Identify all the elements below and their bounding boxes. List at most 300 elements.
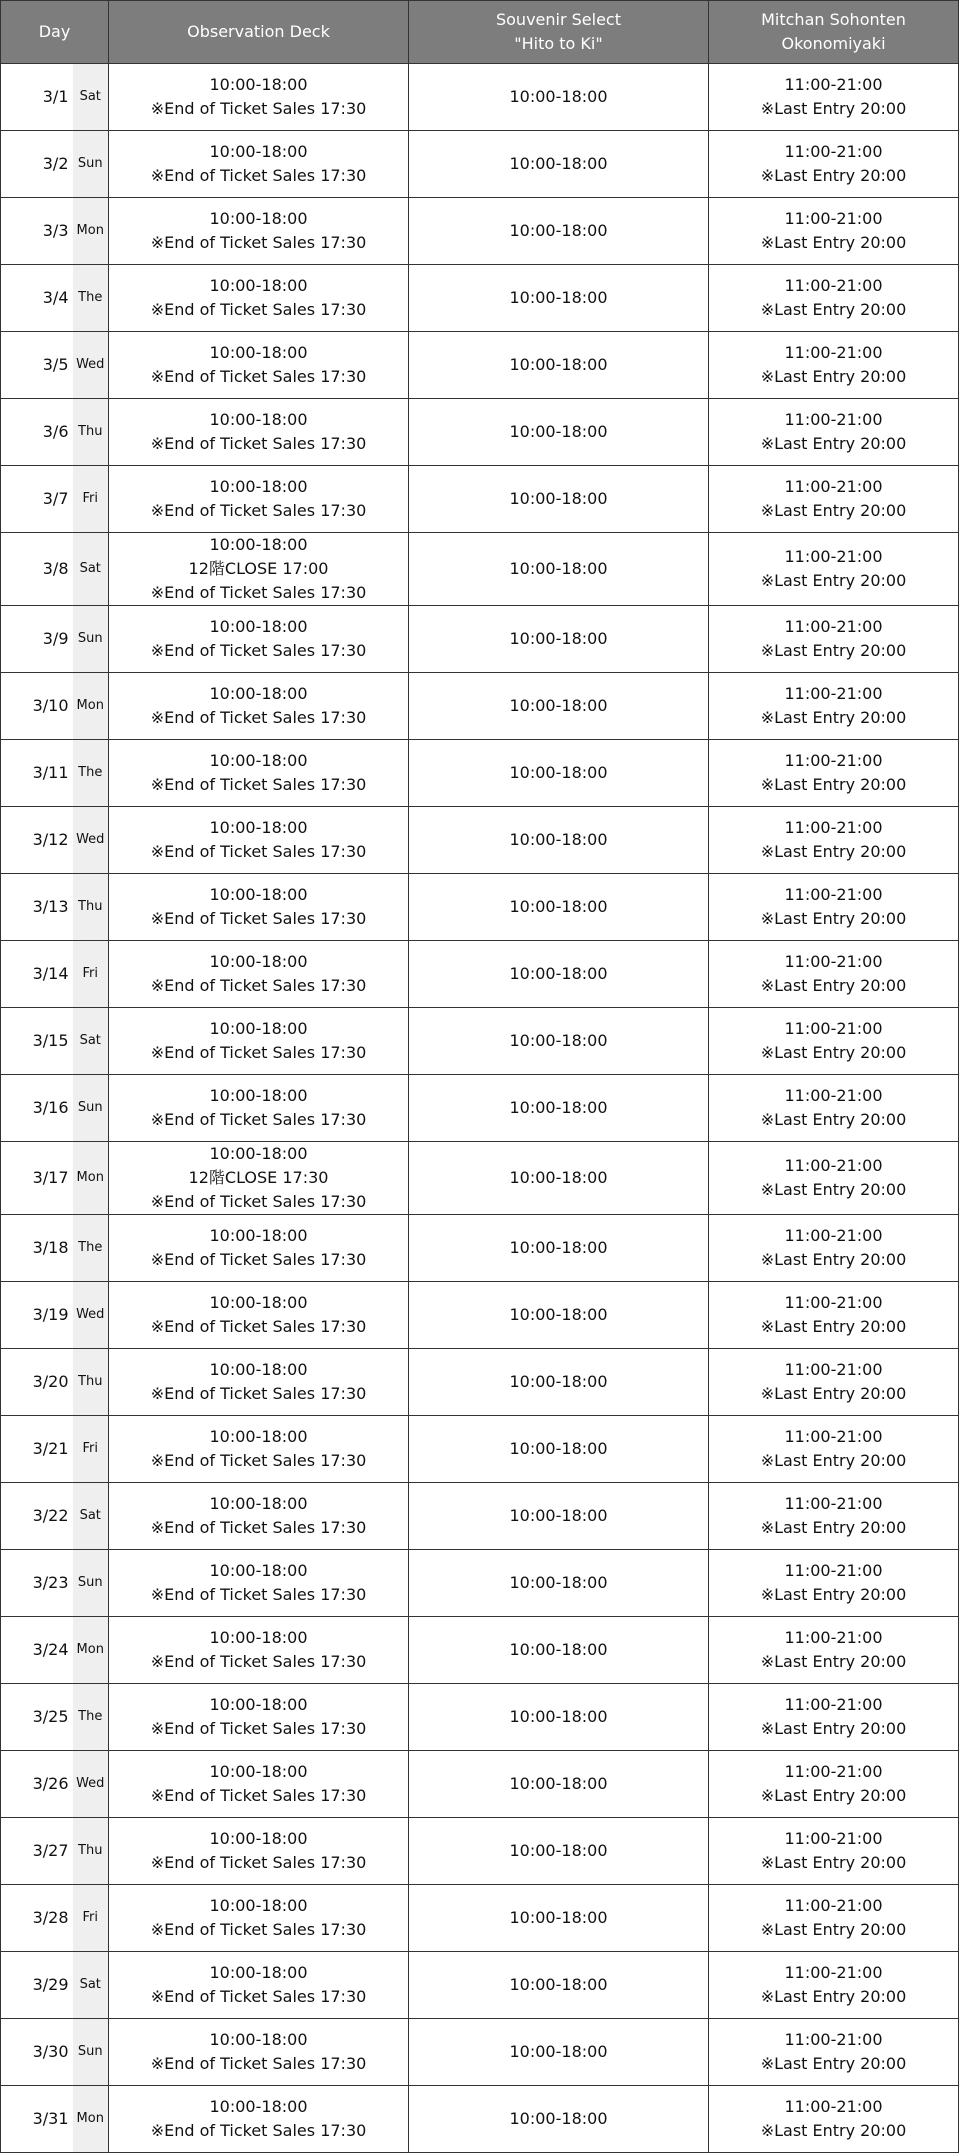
souvenir-hours: 10:00-18:00 <box>409 1550 709 1617</box>
date-cell: 3/9 <box>1 606 73 673</box>
restaurant-hours-line: 11:00-21:00 <box>784 617 883 636</box>
restaurant-hours-line: 11:00-21:00 <box>784 1963 883 1982</box>
restaurant-hours-line: 11:00-21:00 <box>784 1695 883 1714</box>
weekday-cell: Sun <box>73 606 109 673</box>
table-row <box>1 874 959 941</box>
observation-deck-hours-line: 10:00-18:00 <box>209 1829 308 1848</box>
restaurant-hours-line: 11:00-21:00 <box>784 1086 883 1105</box>
observation-deck-hours-line: ※End of Ticket Sales 17:30 <box>150 583 367 602</box>
restaurant-hours-line: 11:00-21:00 <box>784 1494 883 1513</box>
restaurant-hours-line: 11:00-21:00 <box>784 343 883 362</box>
observation-deck-hours-line: 10:00-18:00 <box>209 2097 308 2116</box>
observation-deck-hours-line: ※End of Ticket Sales 17:30 <box>150 909 367 928</box>
restaurant-hours-line: ※Last Entry 20:00 <box>760 501 907 520</box>
restaurant-hours <box>709 131 959 198</box>
restaurant-hours <box>709 1684 959 1751</box>
observation-deck-hours-line: ※End of Ticket Sales 17:30 <box>150 1652 367 1671</box>
restaurant-hours-line: ※Last Entry 20:00 <box>760 1786 907 1805</box>
date-cell: 3/24 <box>1 1617 73 1684</box>
observation-deck-hours-line: 10:00-18:00 <box>209 209 308 228</box>
observation-deck-hours <box>109 1008 409 1075</box>
restaurant-hours-line: 11:00-21:00 <box>784 818 883 837</box>
observation-deck-hours <box>109 1818 409 1885</box>
restaurant-hours <box>709 466 959 533</box>
weekday-cell: Thu <box>73 1349 109 1416</box>
table-row <box>1 2019 959 2086</box>
souvenir-hours: 10:00-18:00 <box>409 533 709 606</box>
restaurant-hours <box>709 941 959 1008</box>
observation-deck-hours-line: 10:00-18:00 <box>209 1896 308 1915</box>
date-cell: 3/3 <box>1 198 73 265</box>
restaurant-hours-line: ※Last Entry 20:00 <box>760 1451 907 1470</box>
observation-deck-hours <box>109 1416 409 1483</box>
restaurant-hours-line: 11:00-21:00 <box>784 276 883 295</box>
restaurant-hours-line: 11:00-21:00 <box>784 1226 883 1245</box>
restaurant-hours-line: ※Last Entry 20:00 <box>760 1518 907 1537</box>
observation-deck-hours-line: ※End of Ticket Sales 17:30 <box>150 1518 367 1537</box>
table-row <box>1 1952 959 2019</box>
observation-deck-hours-line: 12階CLOSE 17:30 <box>188 1168 329 1187</box>
restaurant-hours-line: 11:00-21:00 <box>784 1156 883 1175</box>
table-row <box>1 332 959 399</box>
restaurant-hours <box>709 533 959 606</box>
table-row <box>1 265 959 332</box>
observation-deck-hours-line: ※End of Ticket Sales 17:30 <box>150 99 367 118</box>
souvenir-hours: 10:00-18:00 <box>409 198 709 265</box>
observation-deck-hours <box>109 1751 409 1818</box>
restaurant-hours-line: ※Last Entry 20:00 <box>760 1043 907 1062</box>
table-row <box>1 1751 959 1818</box>
weekday-cell: Wed <box>73 807 109 874</box>
restaurant-hours <box>709 1885 959 1952</box>
weekday-cell: The <box>73 265 109 332</box>
table-row <box>1 673 959 740</box>
table-row <box>1 1818 959 1885</box>
observation-deck-hours-line: ※End of Ticket Sales 17:30 <box>150 166 367 185</box>
header-observation-deck-label: Observation Deck <box>187 22 330 41</box>
restaurant-hours <box>709 673 959 740</box>
weekday-cell: Fri <box>73 1416 109 1483</box>
restaurant-hours-line: 11:00-21:00 <box>784 1360 883 1379</box>
observation-deck-hours-line: ※End of Ticket Sales 17:30 <box>150 1920 367 1939</box>
observation-deck-hours-line: ※End of Ticket Sales 17:30 <box>150 641 367 660</box>
restaurant-hours-line: 11:00-21:00 <box>784 1293 883 1312</box>
observation-deck-hours <box>109 265 409 332</box>
restaurant-hours <box>709 1282 959 1349</box>
restaurant-hours-line: ※Last Entry 20:00 <box>760 842 907 861</box>
weekday-cell: Wed <box>73 1751 109 1818</box>
observation-deck-hours-line: 10:00-18:00 <box>209 1561 308 1580</box>
restaurant-hours-line: 11:00-21:00 <box>784 885 883 904</box>
restaurant-hours-line: ※Last Entry 20:00 <box>760 1920 907 1939</box>
restaurant-hours-line: 11:00-21:00 <box>784 477 883 496</box>
restaurant-hours-line: 11:00-21:00 <box>784 684 883 703</box>
observation-deck-hours <box>109 807 409 874</box>
table-row <box>1 1075 959 1142</box>
restaurant-hours <box>709 606 959 673</box>
weekday-cell: Thu <box>73 399 109 466</box>
restaurant-hours-line: ※Last Entry 20:00 <box>760 1317 907 1336</box>
restaurant-hours-line: 11:00-21:00 <box>784 2097 883 2116</box>
souvenir-hours: 10:00-18:00 <box>409 1617 709 1684</box>
restaurant-hours-line: 11:00-21:00 <box>784 1829 883 1848</box>
restaurant-hours-line: 11:00-21:00 <box>784 751 883 770</box>
header-restaurant <box>709 1 959 64</box>
observation-deck-hours <box>109 606 409 673</box>
restaurant-hours <box>709 1349 959 1416</box>
restaurant-hours-line: ※Last Entry 20:00 <box>760 708 907 727</box>
souvenir-hours: 10:00-18:00 <box>409 606 709 673</box>
date-cell: 3/19 <box>1 1282 73 1349</box>
observation-deck-hours-line: ※End of Ticket Sales 17:30 <box>150 2121 367 2140</box>
observation-deck-hours <box>109 64 409 131</box>
restaurant-hours-line: ※Last Entry 20:00 <box>760 1719 907 1738</box>
restaurant-hours <box>709 1142 959 1215</box>
observation-deck-hours <box>109 1075 409 1142</box>
observation-deck-hours-line: 10:00-18:00 <box>209 1226 308 1245</box>
date-cell: 3/25 <box>1 1684 73 1751</box>
restaurant-hours <box>709 1617 959 1684</box>
observation-deck-hours-line: ※End of Ticket Sales 17:30 <box>150 300 367 319</box>
restaurant-hours <box>709 874 959 941</box>
observation-deck-hours-line: 10:00-18:00 <box>209 142 308 161</box>
weekday-cell: Sat <box>73 64 109 131</box>
observation-deck-hours-line: 10:00-18:00 <box>209 477 308 496</box>
restaurant-hours-line: ※Last Entry 20:00 <box>760 1987 907 2006</box>
restaurant-hours-line: ※Last Entry 20:00 <box>760 434 907 453</box>
restaurant-hours-line: ※Last Entry 20:00 <box>760 233 907 252</box>
souvenir-hours: 10:00-18:00 <box>409 941 709 1008</box>
table-row <box>1 1142 959 1215</box>
table-row <box>1 1282 959 1349</box>
souvenir-hours: 10:00-18:00 <box>409 1751 709 1818</box>
restaurant-hours-line: 11:00-21:00 <box>784 1427 883 1446</box>
observation-deck-hours <box>109 1885 409 1952</box>
date-cell: 3/23 <box>1 1550 73 1617</box>
date-cell: 3/8 <box>1 533 73 606</box>
header-restaurant-line2: Okonomiyaki <box>781 34 886 53</box>
weekday-cell: Mon <box>73 2086 109 2153</box>
souvenir-hours: 10:00-18:00 <box>409 1416 709 1483</box>
souvenir-hours: 10:00-18:00 <box>409 64 709 131</box>
weekday-cell: Thu <box>73 874 109 941</box>
header-souvenir <box>409 1 709 64</box>
header-observation-deck <box>109 1 409 64</box>
weekday-cell: Mon <box>73 1142 109 1215</box>
souvenir-hours: 10:00-18:00 <box>409 2086 709 2153</box>
observation-deck-hours-line: ※End of Ticket Sales 17:30 <box>150 708 367 727</box>
restaurant-hours-line: ※Last Entry 20:00 <box>760 641 907 660</box>
observation-deck-hours <box>109 533 409 606</box>
observation-deck-hours-line: 10:00-18:00 <box>209 818 308 837</box>
restaurant-hours <box>709 1215 959 1282</box>
header-restaurant-line1: Mitchan Sohonten <box>761 10 906 29</box>
observation-deck-hours-line: 10:00-18:00 <box>209 75 308 94</box>
weekday-cell: Sat <box>73 1008 109 1075</box>
restaurant-hours <box>709 1075 959 1142</box>
observation-deck-hours <box>109 198 409 265</box>
restaurant-hours <box>709 332 959 399</box>
restaurant-hours-line: ※Last Entry 20:00 <box>760 1180 907 1199</box>
observation-deck-hours <box>109 1215 409 1282</box>
table-row <box>1 1483 959 1550</box>
restaurant-hours-line: ※Last Entry 20:00 <box>760 775 907 794</box>
souvenir-hours: 10:00-18:00 <box>409 1008 709 1075</box>
date-cell: 3/26 <box>1 1751 73 1818</box>
weekday-cell: The <box>73 1215 109 1282</box>
observation-deck-hours-line: 10:00-18:00 <box>209 535 308 554</box>
observation-deck-hours-line: 10:00-18:00 <box>209 1019 308 1038</box>
restaurant-hours <box>709 1416 959 1483</box>
observation-deck-hours-line: ※End of Ticket Sales 17:30 <box>150 1786 367 1805</box>
date-cell: 3/5 <box>1 332 73 399</box>
weekday-cell: Sat <box>73 1952 109 2019</box>
restaurant-hours-line: ※Last Entry 20:00 <box>760 1652 907 1671</box>
restaurant-hours-line: 11:00-21:00 <box>784 952 883 971</box>
restaurant-hours <box>709 1818 959 1885</box>
observation-deck-hours <box>109 874 409 941</box>
header-row <box>1 1 959 64</box>
observation-deck-hours-line: ※End of Ticket Sales 17:30 <box>150 367 367 386</box>
weekday-cell: Mon <box>73 673 109 740</box>
header-day <box>1 1 109 64</box>
restaurant-hours-line: 11:00-21:00 <box>784 410 883 429</box>
observation-deck-hours-line: ※End of Ticket Sales 17:30 <box>150 1110 367 1129</box>
table-row <box>1 941 959 1008</box>
date-cell: 3/15 <box>1 1008 73 1075</box>
observation-deck-hours <box>109 1952 409 2019</box>
weekday-cell: Sat <box>73 1483 109 1550</box>
observation-deck-hours-line: 10:00-18:00 <box>209 1628 308 1647</box>
date-cell: 3/16 <box>1 1075 73 1142</box>
observation-deck-hours-line: 10:00-18:00 <box>209 1963 308 1982</box>
observation-deck-hours <box>109 673 409 740</box>
table-row <box>1 533 959 606</box>
restaurant-hours-line: 11:00-21:00 <box>784 209 883 228</box>
observation-deck-hours-line: 10:00-18:00 <box>209 1494 308 1513</box>
weekday-cell: Sun <box>73 1075 109 1142</box>
souvenir-hours: 10:00-18:00 <box>409 1885 709 1952</box>
restaurant-hours <box>709 2086 959 2153</box>
date-cell: 3/20 <box>1 1349 73 1416</box>
observation-deck-hours-line: 10:00-18:00 <box>209 1360 308 1379</box>
restaurant-hours <box>709 1952 959 2019</box>
observation-deck-hours <box>109 466 409 533</box>
observation-deck-hours-line: ※End of Ticket Sales 17:30 <box>150 1585 367 1604</box>
observation-deck-hours-line: 10:00-18:00 <box>209 343 308 362</box>
restaurant-hours <box>709 807 959 874</box>
observation-deck-hours-line: 10:00-18:00 <box>209 751 308 770</box>
observation-deck-hours-line: 10:00-18:00 <box>209 684 308 703</box>
table-row <box>1 807 959 874</box>
date-cell: 3/17 <box>1 1142 73 1215</box>
observation-deck-hours <box>109 1617 409 1684</box>
restaurant-hours-line: ※Last Entry 20:00 <box>760 367 907 386</box>
souvenir-hours: 10:00-18:00 <box>409 740 709 807</box>
souvenir-hours: 10:00-18:00 <box>409 2019 709 2086</box>
restaurant-hours-line: 11:00-21:00 <box>784 142 883 161</box>
restaurant-hours-line: ※Last Entry 20:00 <box>760 1110 907 1129</box>
observation-deck-hours-line: ※End of Ticket Sales 17:30 <box>150 1192 367 1211</box>
observation-deck-hours <box>109 2019 409 2086</box>
souvenir-hours: 10:00-18:00 <box>409 332 709 399</box>
table-row <box>1 1617 959 1684</box>
souvenir-hours: 10:00-18:00 <box>409 1349 709 1416</box>
table-row <box>1 740 959 807</box>
souvenir-hours: 10:00-18:00 <box>409 265 709 332</box>
souvenir-hours: 10:00-18:00 <box>409 1483 709 1550</box>
souvenir-hours: 10:00-18:00 <box>409 131 709 198</box>
table-row <box>1 64 959 131</box>
date-cell: 3/22 <box>1 1483 73 1550</box>
restaurant-hours-line: 11:00-21:00 <box>784 1628 883 1647</box>
restaurant-hours-line: ※Last Entry 20:00 <box>760 1585 907 1604</box>
restaurant-hours-line: ※Last Entry 20:00 <box>760 1384 907 1403</box>
table-row <box>1 1684 959 1751</box>
weekday-cell: Wed <box>73 1282 109 1349</box>
observation-deck-hours-line: ※End of Ticket Sales 17:30 <box>150 1853 367 1872</box>
weekday-cell: Fri <box>73 1885 109 1952</box>
observation-deck-hours-line: ※End of Ticket Sales 17:30 <box>150 434 367 453</box>
observation-deck-hours-line: ※End of Ticket Sales 17:30 <box>150 976 367 995</box>
date-cell: 3/11 <box>1 740 73 807</box>
observation-deck-hours <box>109 1282 409 1349</box>
restaurant-hours-line: ※Last Entry 20:00 <box>760 2121 907 2140</box>
observation-deck-hours-line: ※End of Ticket Sales 17:30 <box>150 501 367 520</box>
date-cell: 3/18 <box>1 1215 73 1282</box>
date-cell: 3/2 <box>1 131 73 198</box>
date-cell: 3/29 <box>1 1952 73 2019</box>
observation-deck-hours-line: ※End of Ticket Sales 17:30 <box>150 1317 367 1336</box>
restaurant-hours-line: 11:00-21:00 <box>784 1561 883 1580</box>
date-cell: 3/4 <box>1 265 73 332</box>
header-souvenir-line2: "Hito to Ki" <box>514 34 603 53</box>
souvenir-hours: 10:00-18:00 <box>409 1075 709 1142</box>
observation-deck-hours <box>109 2086 409 2153</box>
date-cell: 3/14 <box>1 941 73 1008</box>
observation-deck-hours <box>109 399 409 466</box>
table-body <box>1 64 959 2153</box>
date-cell: 3/21 <box>1 1416 73 1483</box>
observation-deck-hours <box>109 1349 409 1416</box>
table-row <box>1 1215 959 1282</box>
souvenir-hours: 10:00-18:00 <box>409 1818 709 1885</box>
observation-deck-hours <box>109 332 409 399</box>
observation-deck-hours <box>109 1483 409 1550</box>
table-row <box>1 131 959 198</box>
observation-deck-hours-line: 10:00-18:00 <box>209 1293 308 1312</box>
souvenir-hours: 10:00-18:00 <box>409 1215 709 1282</box>
souvenir-hours: 10:00-18:00 <box>409 1142 709 1215</box>
restaurant-hours <box>709 265 959 332</box>
observation-deck-hours <box>109 1550 409 1617</box>
observation-deck-hours <box>109 740 409 807</box>
table-row <box>1 1349 959 1416</box>
souvenir-hours: 10:00-18:00 <box>409 1952 709 2019</box>
souvenir-hours: 10:00-18:00 <box>409 807 709 874</box>
date-cell: 3/31 <box>1 2086 73 2153</box>
date-cell: 3/1 <box>1 64 73 131</box>
weekday-cell: Fri <box>73 466 109 533</box>
restaurant-hours-line: ※Last Entry 20:00 <box>760 976 907 995</box>
restaurant-hours <box>709 64 959 131</box>
restaurant-hours <box>709 1008 959 1075</box>
date-cell: 3/30 <box>1 2019 73 2086</box>
souvenir-hours: 10:00-18:00 <box>409 874 709 941</box>
observation-deck-hours-line: 10:00-18:00 <box>209 885 308 904</box>
souvenir-hours: 10:00-18:00 <box>409 1282 709 1349</box>
restaurant-hours <box>709 2019 959 2086</box>
weekday-cell: Fri <box>73 941 109 1008</box>
observation-deck-hours-line: ※End of Ticket Sales 17:30 <box>150 2054 367 2073</box>
restaurant-hours-line: 11:00-21:00 <box>784 75 883 94</box>
observation-deck-hours-line: 10:00-18:00 <box>209 952 308 971</box>
table-row <box>1 466 959 533</box>
observation-deck-hours-line: 10:00-18:00 <box>209 410 308 429</box>
date-cell: 3/7 <box>1 466 73 533</box>
weekday-cell: Mon <box>73 1617 109 1684</box>
restaurant-hours <box>709 1483 959 1550</box>
table-row <box>1 1885 959 1952</box>
observation-deck-hours-line: ※End of Ticket Sales 17:30 <box>150 1451 367 1470</box>
restaurant-hours-line: ※Last Entry 20:00 <box>760 1853 907 1872</box>
restaurant-hours <box>709 740 959 807</box>
restaurant-hours <box>709 1751 959 1818</box>
observation-deck-hours-line: 12階CLOSE 17:00 <box>188 559 329 578</box>
restaurant-hours <box>709 399 959 466</box>
restaurant-hours-line: 11:00-21:00 <box>784 1762 883 1781</box>
restaurant-hours-line: 11:00-21:00 <box>784 1896 883 1915</box>
restaurant-hours-line: ※Last Entry 20:00 <box>760 909 907 928</box>
date-cell: 3/13 <box>1 874 73 941</box>
date-cell: 3/10 <box>1 673 73 740</box>
observation-deck-hours-line: 10:00-18:00 <box>209 276 308 295</box>
observation-deck-hours <box>109 1684 409 1751</box>
table-row <box>1 1550 959 1617</box>
observation-deck-hours-line: ※End of Ticket Sales 17:30 <box>150 1250 367 1269</box>
souvenir-hours: 10:00-18:00 <box>409 399 709 466</box>
date-cell: 3/6 <box>1 399 73 466</box>
souvenir-hours: 10:00-18:00 <box>409 673 709 740</box>
observation-deck-hours-line: 10:00-18:00 <box>209 1086 308 1105</box>
restaurant-hours-line: ※Last Entry 20:00 <box>760 300 907 319</box>
observation-deck-hours-line: ※End of Ticket Sales 17:30 <box>150 1987 367 2006</box>
observation-deck-hours-line: ※End of Ticket Sales 17:30 <box>150 1384 367 1403</box>
restaurant-hours-line: ※Last Entry 20:00 <box>760 2054 907 2073</box>
restaurant-hours-line: ※Last Entry 20:00 <box>760 1250 907 1269</box>
date-cell: 3/27 <box>1 1818 73 1885</box>
restaurant-hours <box>709 198 959 265</box>
observation-deck-hours <box>109 131 409 198</box>
table-header <box>1 1 959 64</box>
observation-deck-hours <box>109 941 409 1008</box>
weekday-cell: Mon <box>73 198 109 265</box>
observation-deck-hours-line: 10:00-18:00 <box>209 1762 308 1781</box>
observation-deck-hours-line: ※End of Ticket Sales 17:30 <box>150 1719 367 1738</box>
observation-deck-hours-line: ※End of Ticket Sales 17:30 <box>150 233 367 252</box>
header-day-label: Day <box>38 22 71 41</box>
restaurant-hours-line: ※Last Entry 20:00 <box>760 166 907 185</box>
weekday-cell: The <box>73 740 109 807</box>
weekday-cell: Sat <box>73 533 109 606</box>
observation-deck-hours-line: ※End of Ticket Sales 17:30 <box>150 842 367 861</box>
observation-deck-hours-line: ※End of Ticket Sales 17:30 <box>150 775 367 794</box>
souvenir-hours: 10:00-18:00 <box>409 1684 709 1751</box>
table-row <box>1 606 959 673</box>
observation-deck-hours-line: 10:00-18:00 <box>209 1695 308 1714</box>
observation-deck-hours-line: 10:00-18:00 <box>209 1144 308 1163</box>
restaurant-hours-line: 11:00-21:00 <box>784 547 883 566</box>
